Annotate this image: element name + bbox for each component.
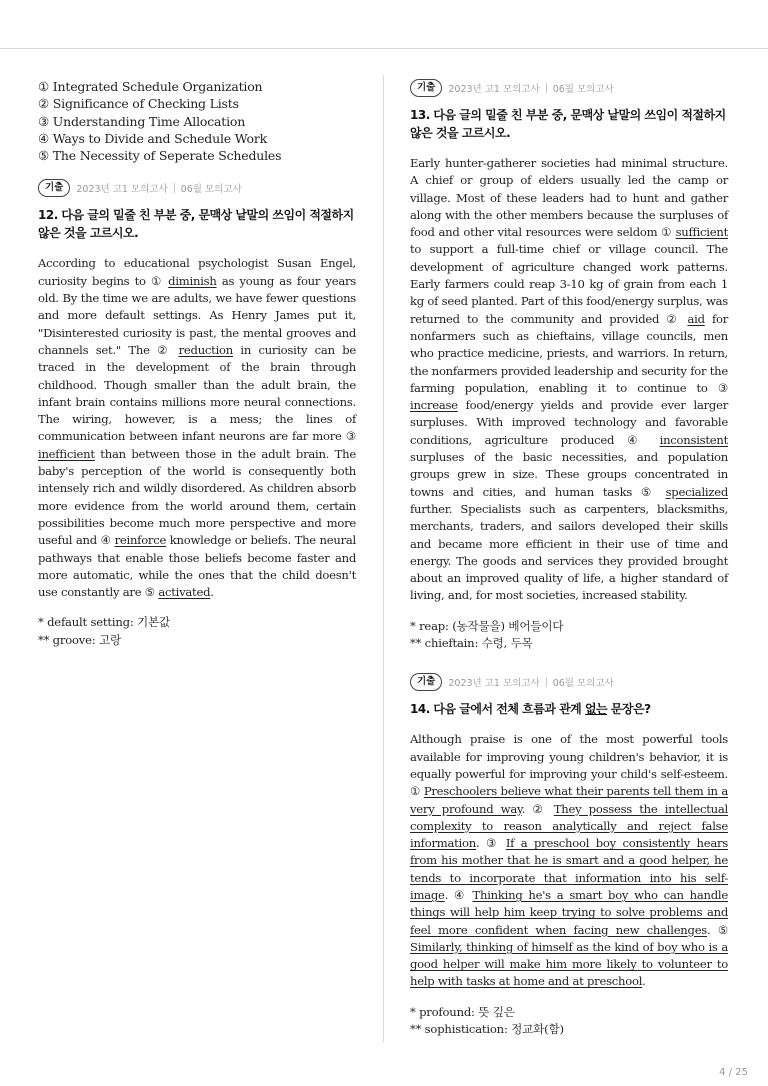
text-run: . [210,585,214,600]
footnote: ** groove: 고랑 [38,632,122,647]
source-month: 06월 모의고사 [552,84,614,95]
underlined-phrase: aid [687,311,705,326]
underlined-phrase: inefficient [38,446,95,461]
passage [38,255,356,601]
footnote: * reap: (농작물을) 베어들이다 [410,618,564,633]
footnote: * profound: 뜻 깊은 [410,1004,515,1019]
question-13 [410,78,728,652]
text-run: in curiosity can be traced in the development of the brain through childhood. Though smaller than the adult brain, the infant brain contains millions more neural connections. The wiring, however, is a mess; the lines of communication between infant neurons are far more ③ [38,342,356,444]
option-3: ③ Understanding Time Allocation [38,113,246,129]
source-month: 06월 모의고사 [552,678,614,690]
text-run: food/energy yields and provide ever larger surpluses. With improved technology and favorable conditions, agriculture produced ④ [410,398,728,447]
text-run: further. Specialists such as carpenters, blacksmiths, merchants, traders, and sailors developed their skills and became more efficient in their use of time and energy. The goods and services they provided brought about an improved quality of life, a higher standard of living, and, for most societies, increased stability. [410,501,728,603]
passage [410,731,728,990]
text-run: According to educational psychologist Susan Engel, curiosity begins to ① [38,256,356,288]
question-source-tag [410,672,728,692]
underlined-phrase: diminish [168,273,217,288]
option-5: ⑤ The Necessity of Seperate Schedules [38,148,282,164]
underlined-phrase: If a preschool boy consistently hears from his mother that he is smart and a good helper, he tends to incorporate that information into his self-image [410,836,728,902]
question-14 [410,672,728,1038]
question-title [410,700,728,718]
underlined-phrase: sufficient [675,225,728,240]
header-rule [0,48,768,49]
text-run: surpluses of the basic necessities, and population groups grew in size. These groups concentrated in towns and cities, and human tasks ⑤ [410,450,728,499]
past-exam-badge: 기출 [410,79,442,97]
text-run: Although praise is one of the most powerful tools available for improving young children's behavior, it is equally powerful for improving your child's self-esteem. ① [410,732,728,799]
underlined-phrase: Thinking he's a smart boy who can handle things will help him keep trying to solve problems and feel more confident when facing new challenges [410,887,728,937]
text-run: . ④ [444,887,473,902]
source-month: 06월 모의고사 [180,184,242,196]
source-year: 2023년 고1 모의고사 [448,678,540,690]
text-run: than between those in the adult brain. The baby's perception of the world is consequently both intensely rich and wildly disordered. As children absorb more evidence from the world around them, certain possibilities become much more perspective and more useful and ④ [38,446,356,548]
question-title: 12. 다음 글의 밑줄 친 부분 중, 문맥상 낱말의 쓰임이 적절하지 않은 것을 고르시오. [38,208,354,241]
footnotes [410,618,728,653]
text-run: as young as four years old. By the time we are adults, we have fewer questions and more default settings. As Henry James put it, "Disinterested curiosity is past, the mental grooves and channels set." The ② [38,273,356,357]
answer-options [38,78,356,164]
text-run: . ② [521,801,554,816]
text-run: . [642,974,646,989]
text-run: for nonfarmers such as chieftains, village councils, men who practice medicine, priests, and warriors. In return, the nonfarmers provided leadership and security for the farming population, enabling it to continue to ③ [410,311,729,395]
text-run: 14. 다음 글에서 전체 흐름과 관계 [410,702,585,717]
column-divider [383,75,384,1043]
text-run: Early hunter-gatherer societies had minimal structure. A chief or group of elders usually led the camp or village. Most of these leaders had to hunt and gather along with the other members because the surpluses of food and other vital resources were seldom ① [410,156,728,240]
passage [410,155,728,605]
underlined-phrase: activated [158,585,211,600]
text-run: knowledge or beliefs. The neural pathways that enable those beliefs become faster and more automatic, while the ones that the child doesn't use constantly are ⑤ [38,533,356,600]
underlined-phrase: increase [410,398,458,413]
footnotes [410,1004,728,1039]
footnote: ** sophistication: 정교화(함) [410,1022,564,1037]
underlined-phrase: They possess the intellectual complexity to reason analytically and reject false information [410,801,728,851]
underlined-phrase: Preschoolers believe what their parents tell them in a very profound way [410,784,728,816]
question-source-tag [38,178,356,198]
question-source-tag [410,78,728,98]
tag-separator [174,183,175,193]
page-number: 4 / 25 [719,1067,748,1078]
past-exam-badge: 기출 [410,673,442,691]
footnote: ** chieftain: 수령, 두목 [410,636,533,651]
underlined-phrase: Similarly, thinking of himself as the kind of boy who is a good helper will make him more likely to volunteer to help with tasks at home and at preschool [410,939,728,989]
past-exam-badge: 기출 [38,179,70,197]
text-run: . ⑤ [707,922,729,937]
underlined-phrase: reduction [178,342,233,357]
footnote: * default setting: 기본값 [38,615,171,630]
question-title: 13. 다음 글의 밑줄 친 부분 중, 문맥상 낱말의 쓰임이 적절하지 않은 것을 고르시오. [410,108,726,140]
underlined-phrase: 없는 [584,702,608,717]
option-4: ④ Ways to Divide and Schedule Work [38,130,268,146]
underlined-phrase: inconsistent [659,432,728,447]
text-run: to support a full-time chief or village council. The development of agriculture changed work patterns. Early farmers could reap 3-10 kg of grain from each 1 kg of seed planted. Part of this food/energy surplus, was returned to the community and provided ② [410,242,728,326]
tag-separator [546,677,547,687]
text-run: . ③ [475,836,506,851]
text-run: 문장은? [607,702,651,717]
question-12 [38,178,356,649]
option-2: ② Significance of Checking Lists [38,96,239,112]
source-year: 2023년 고1 모의고사 [76,184,168,196]
option-1: ① Integrated Schedule Organization [38,79,263,94]
source-year: 2023년 고1 모의고사 [448,84,540,95]
underlined-phrase: reinforce [114,533,167,548]
left-column [38,78,356,649]
tag-separator [546,83,547,93]
right-column [410,78,728,1038]
underlined-phrase: specialized [665,484,728,499]
footnotes [38,614,356,649]
